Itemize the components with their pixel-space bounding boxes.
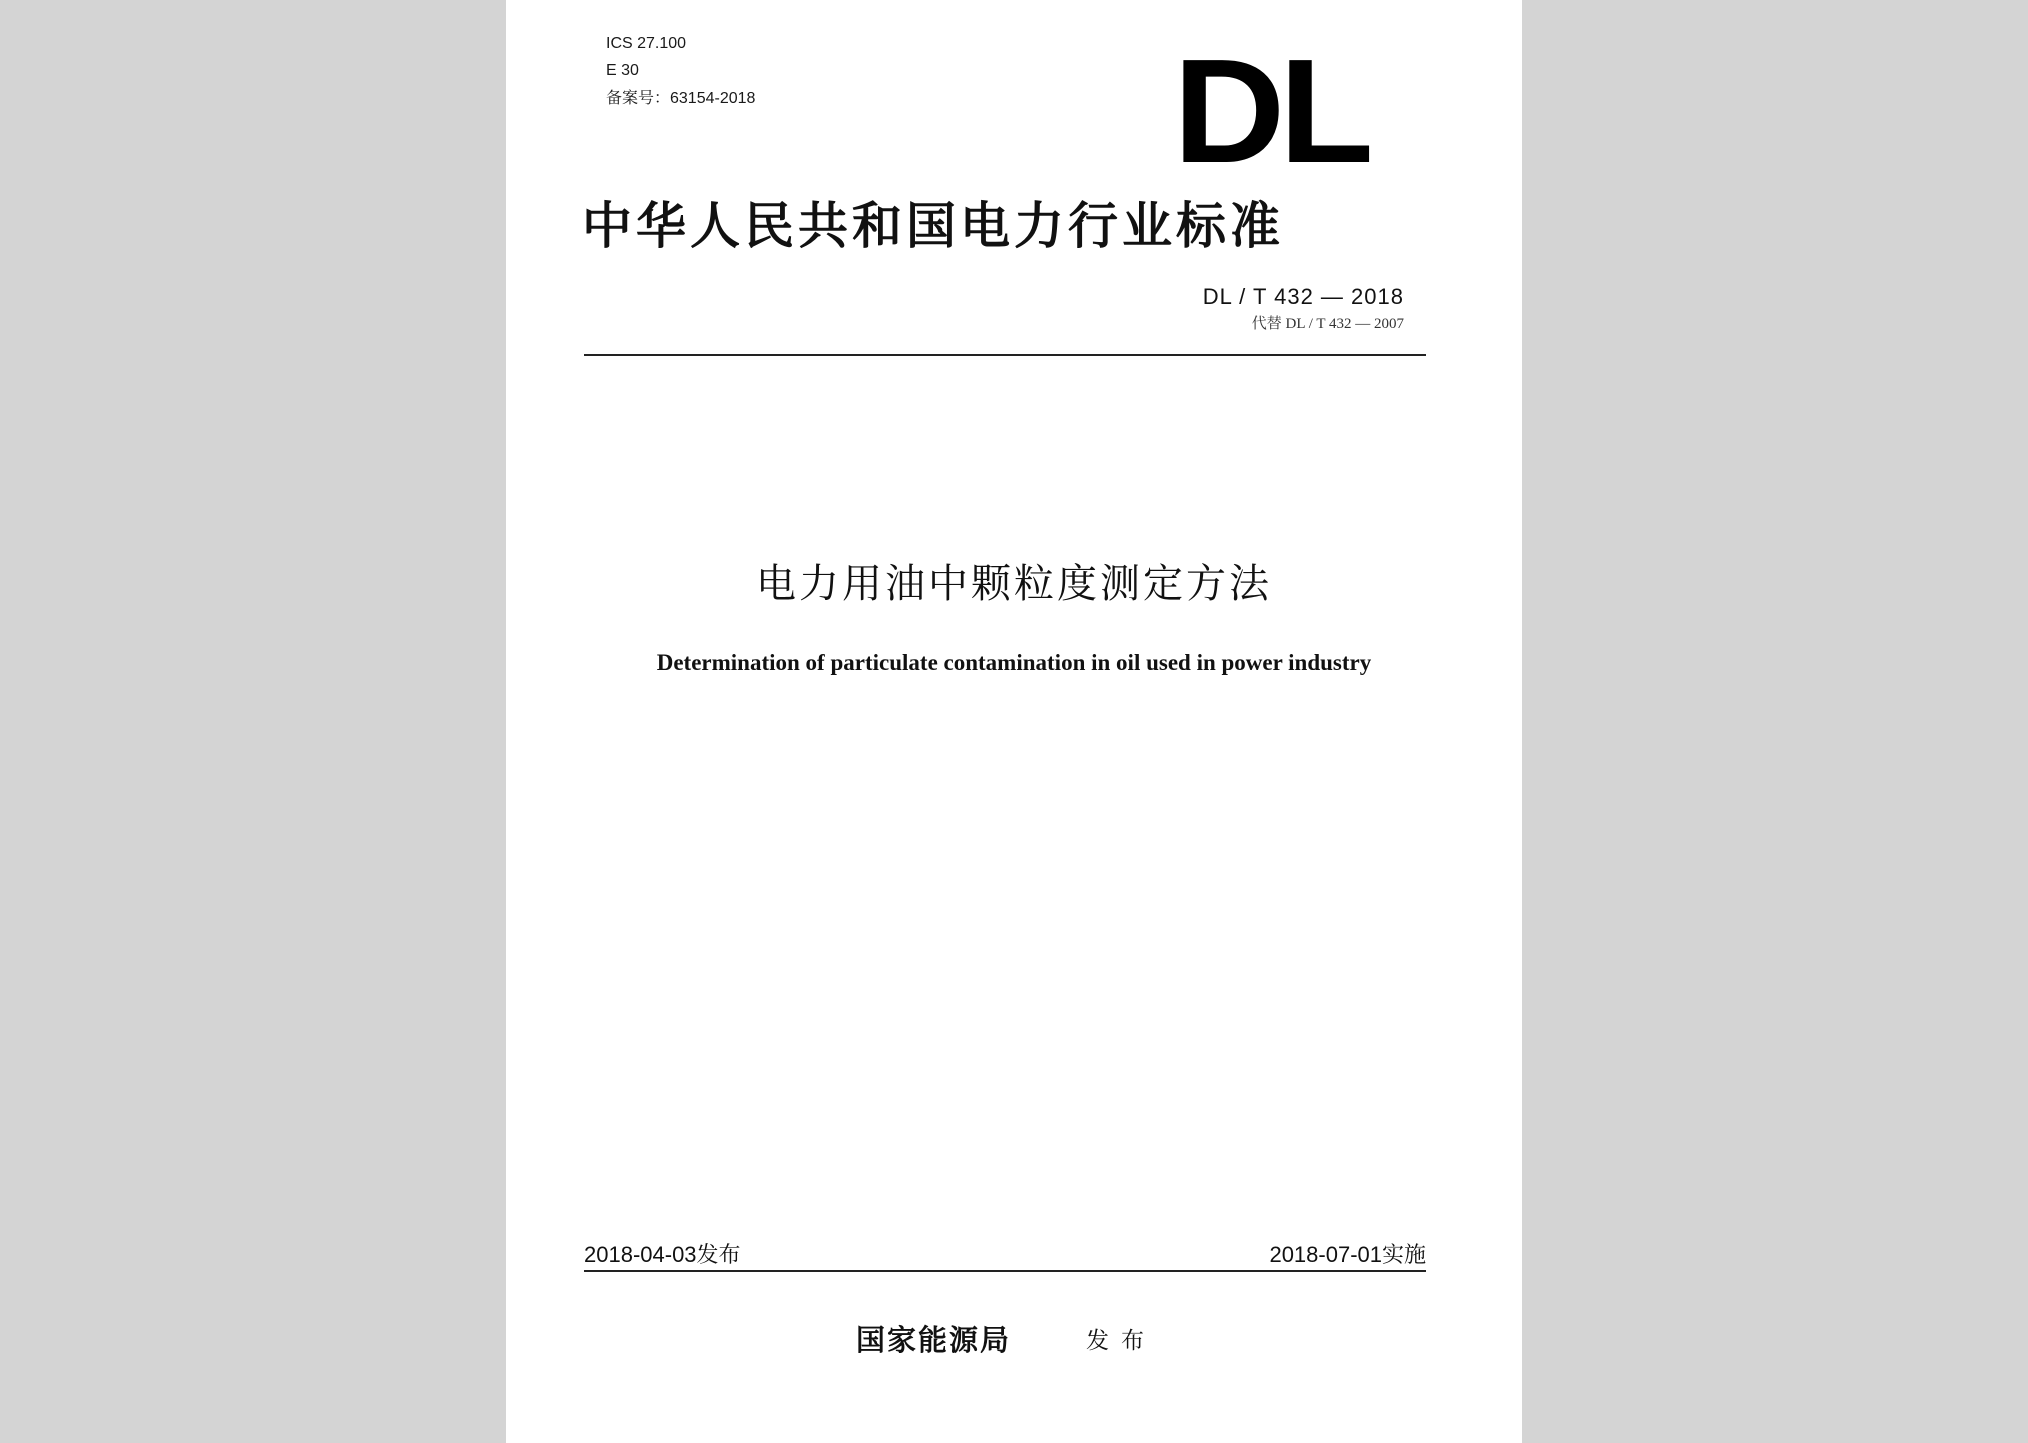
ccs-code: E 30 <box>606 62 639 79</box>
dl-logo: DL <box>1173 29 1368 194</box>
header-divider <box>584 354 1426 356</box>
footer-divider <box>584 1270 1426 1272</box>
document-page <box>506 0 1522 1443</box>
document-title-en: Determination of particulate contamination in oil used in power industry <box>656 650 1372 675</box>
standard-category-title: 中华人民共和国电力行业标准 <box>582 197 1284 255</box>
document-title-cn: 电力用油中颗粒度测定方法 <box>756 561 1272 607</box>
effective-date: 2018-07-01实施 <box>1269 1242 1426 1267</box>
issuing-authority: 国家能源局 <box>856 1323 1012 1357</box>
filing-number: 备案号：63154-2018 <box>606 90 756 107</box>
replaced-standard: 代替 DL / T 432 — 2007 <box>1251 316 1404 332</box>
issue-date: 2018-04-03发布 <box>584 1242 741 1267</box>
publish-label: 发布 <box>1086 1328 1156 1354</box>
standard-number: DL / T 432 — 2018 <box>1202 284 1404 309</box>
ics-code: ICS 27.100 <box>606 35 687 52</box>
